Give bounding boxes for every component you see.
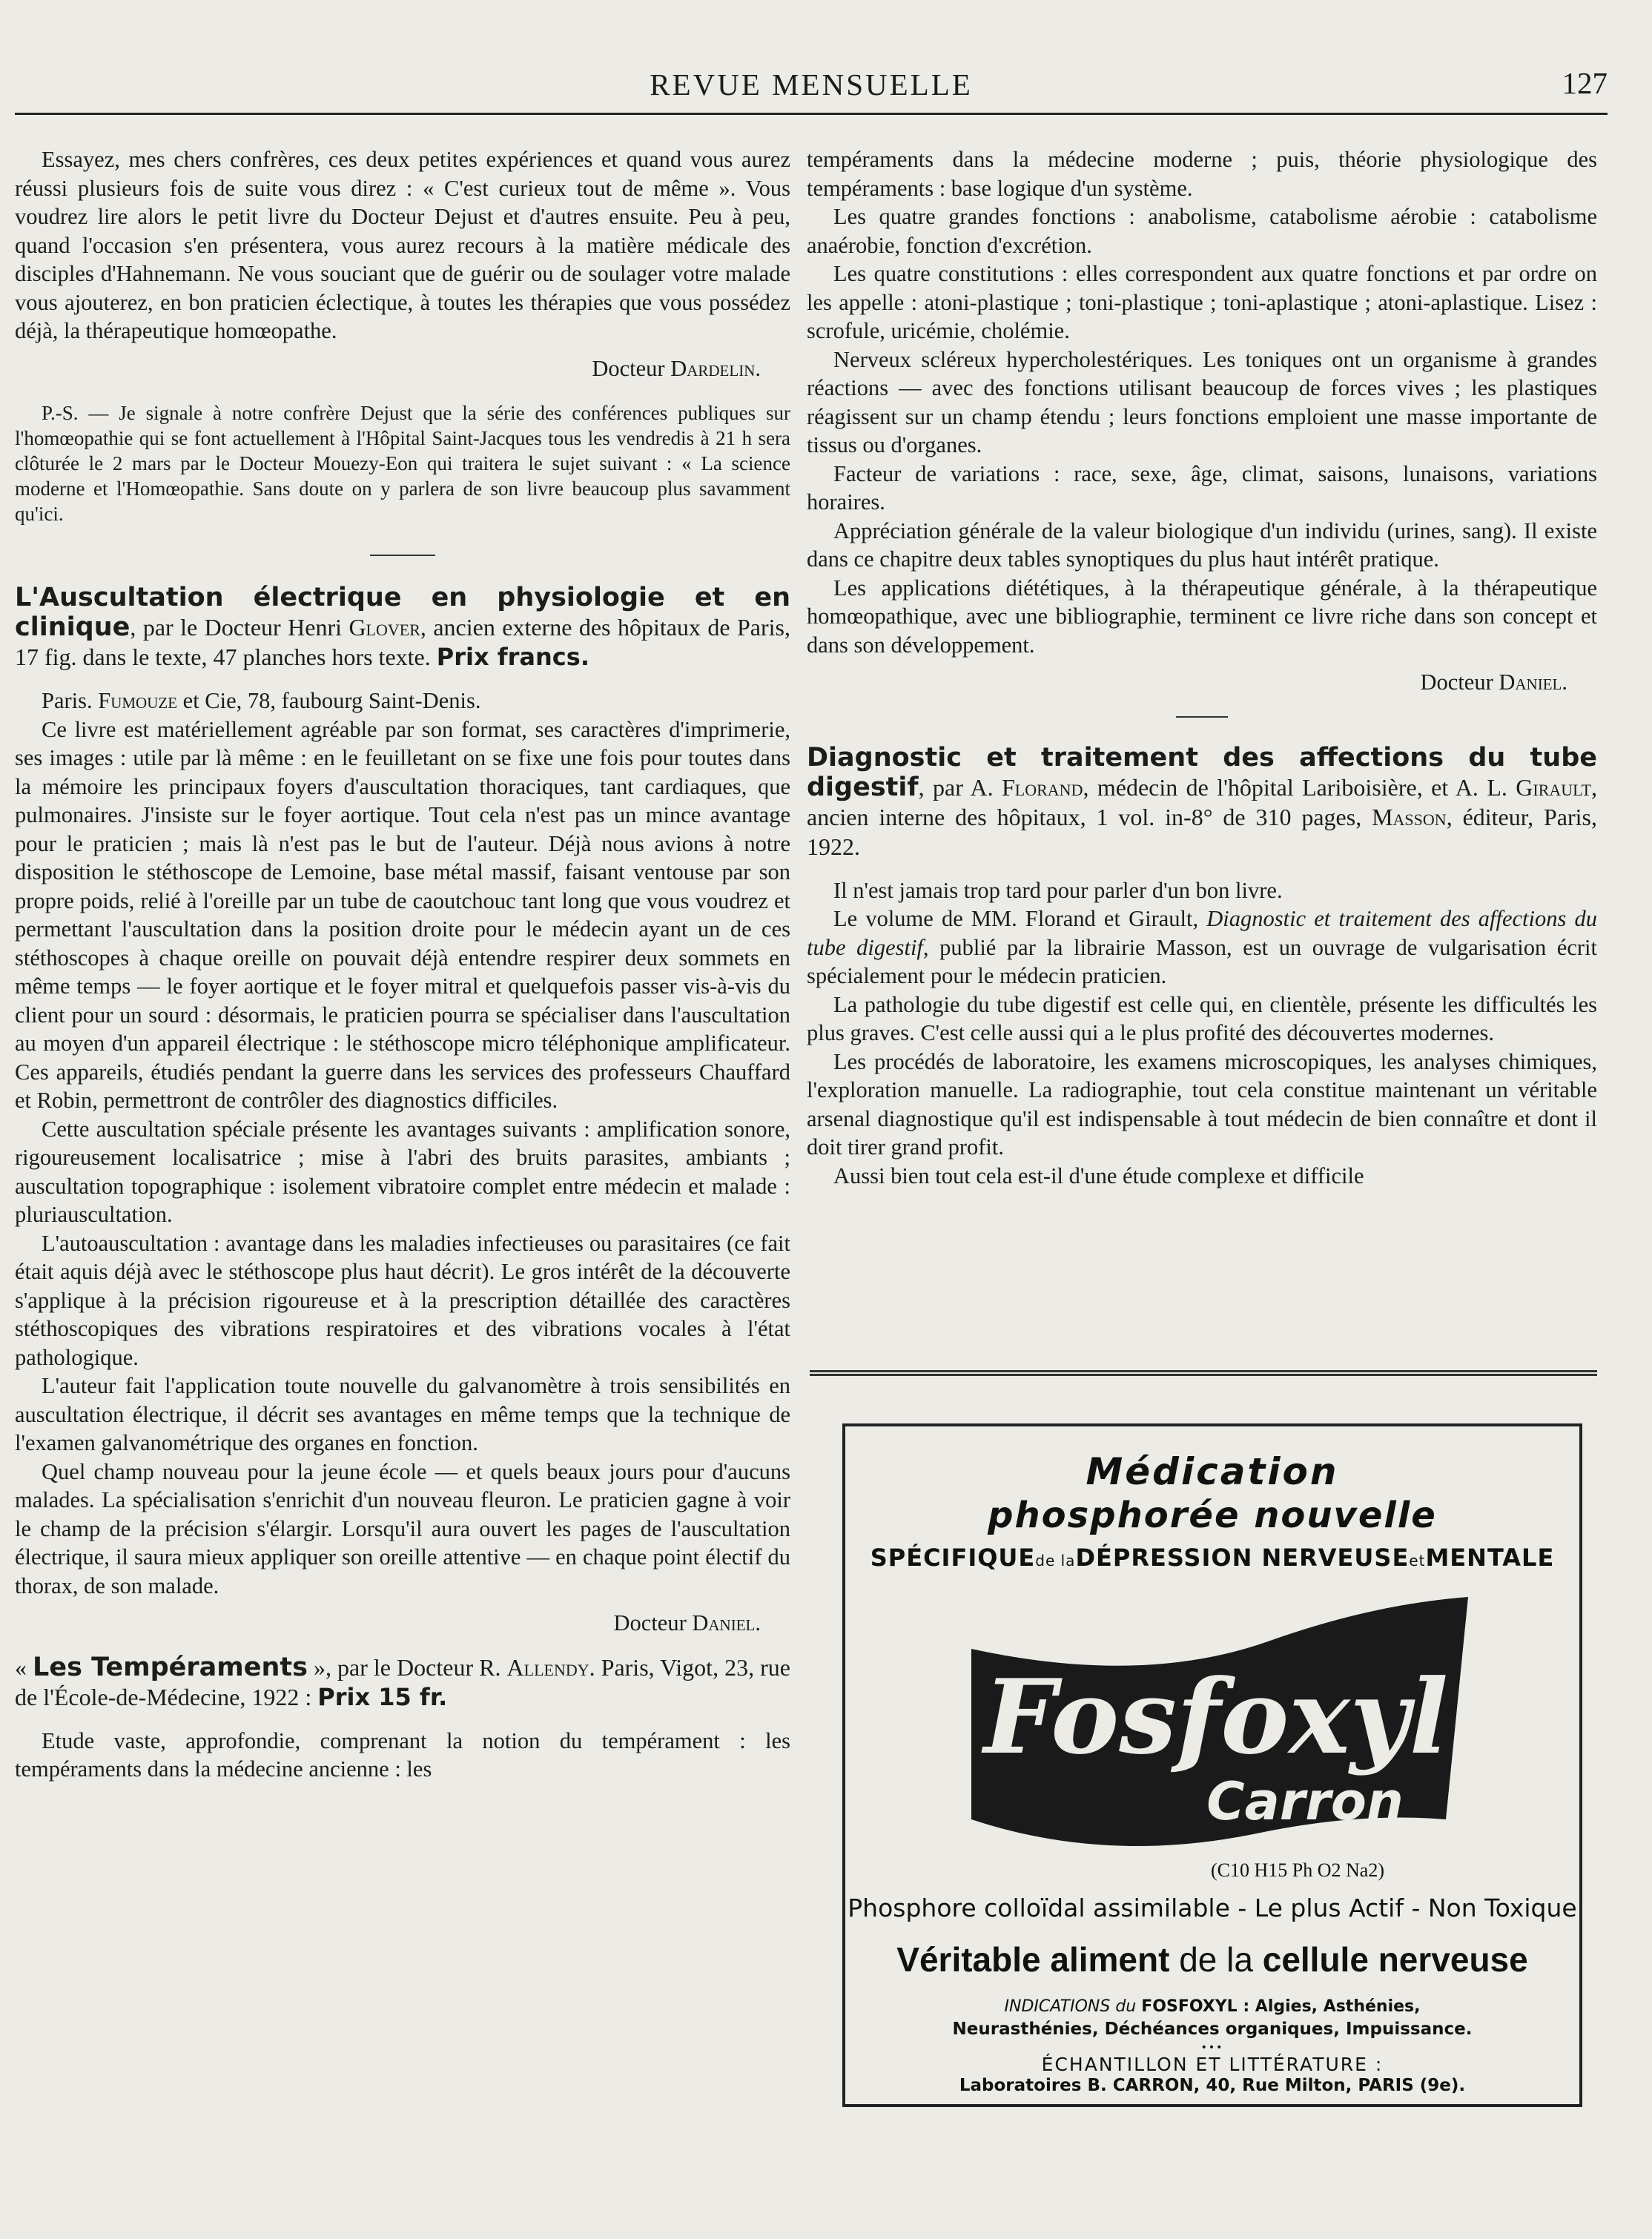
byline-part: , ancien interne des hôpitaux, 1 vol. in-8° de 310 pages,: [807, 773, 1598, 830]
chemical-formula: (C10 H15 Ph O2 Na2): [1211, 1859, 1384, 1881]
price-label: Prix 15 fr.: [317, 1682, 448, 1711]
text-run: de la: [1035, 1552, 1076, 1570]
signature-daniel: [807, 668, 1597, 697]
body-paragraph: Cette auscultation spéciale présente les avantages suivants : amplification sonore, rigoureusement localisatrice ; mise à l'abri des bruits parasites, ambiants ; auscultation topographique : isolement vibratoire complet entre médecin et malade : pluriauscultation.: [15, 1116, 790, 1227]
brand-subname: Carron: [1206, 1771, 1404, 1832]
ad-specific-line: [845, 1544, 1579, 1572]
author-name: Florand: [1002, 773, 1083, 801]
review-heading-temperaments: [15, 1653, 790, 1712]
text-run: DÉPRESSION NERVEUSE: [1075, 1544, 1410, 1572]
signature-prefix: Docteur: [613, 1610, 693, 1636]
advertisement-area: [810, 1370, 1597, 2125]
text-run: FOSFOXYL :: [1141, 1997, 1250, 2016]
ad-claim-line: Phosphore colloïdal assimilable - Le plus Actif - Non Toxique: [848, 1894, 1577, 1922]
signature-prefix: Docteur: [592, 355, 671, 381]
body-paragraph: Les quatre grandes fonctions : anabolisme, catabolisme aérobie : catabolisme anaérobie, fonction d'excrétion.: [807, 204, 1597, 258]
page-header: [15, 61, 1608, 113]
fosfoxyl-brand-banner: [956, 1597, 1476, 1849]
signature-prefix: Docteur: [1420, 669, 1499, 695]
body-paragraph: Aussi bien tout cela est-il d'une étude complexe et difficile: [833, 1163, 1364, 1188]
body-paragraph: Etude vaste, approfondie, comprenant la notion du tempérament : les tempéraments dans la médecine ancienne : les: [15, 1727, 790, 1782]
ad-headline: Médication: [1086, 1450, 1339, 1493]
body-paragraph: Appréciation générale de la valeur biologique d'un individu (urines, sang). Il existe dans ce chapitre deux tables synoptiques du plus haut intérêt pratique.: [807, 517, 1597, 572]
review-heading-auscultation: [15, 583, 790, 672]
publisher-prefix: Paris.: [42, 688, 99, 713]
quote-open: «: [15, 1653, 33, 1681]
text-run: Le volume de MM. Florand et Girault,: [833, 906, 1207, 931]
text-run: MENTALE: [1425, 1544, 1555, 1572]
byline-part: , médecin de l'hôpital Lariboisière, et A. L.: [1083, 773, 1516, 801]
body-paragraph: L'auteur fait l'application toute nouvelle du galvanomètre à trois sensibilités en auscultation électrique, il décrit ses avantages en même temps que la technique de l'examen galvanométrique des organes en fonction.: [15, 1373, 790, 1455]
running-title: REVUE MENSUELLE: [650, 67, 973, 102]
text-run: et: [1409, 1552, 1426, 1570]
section-separator: [370, 555, 435, 556]
text-run: cellule nerveuse: [1262, 1940, 1528, 1979]
body-paragraph: Les applications diététiques, à la thérapeutique générale, à la thérapeutique homœopathique, avec une bibliographie, terminent ce livre riche dans son concept et dans son développement.: [807, 575, 1597, 658]
body-paragraph: Quel champ nouveau pour la jeune école — et quels beaux jours pour d'aucuns malades. La spécialisation s'enrichit d'un nouveau fleuron. Le praticien gagne à voir le champ de la précision s'élargir. Lorsqu'il aura ouvert les pages de l'auscultation électrique, il saura mieux appliquer son oreille attentive — en chaque point électif du thorax, de son malade.: [15, 1458, 790, 1598]
body-paragraph: tempéraments dans la médecine moderne ; puis, théorie physiologique des tempéraments : base logique d'un système.: [807, 147, 1597, 201]
ad-address: Laboratoires B. CARRON, 40, Rue Milton, PARIS (9e).: [959, 2076, 1466, 2095]
body-paragraph: L'autoauscultation : avantage dans les maladies infectieuses ou parasitaires (ce fait était aquis déjà avec le stéthoscope plus haut décrit). Le gros intérêt de la découverte s'applique à la précision rigoureuse et à la prescription détaillée des caractères stéthoscopiques des vibrations respiratoires et des vibrations vocales à l'état pathologique.: [15, 1230, 790, 1370]
publisher-name: Masson: [1372, 803, 1447, 830]
text-run: Algies, Asthénies,: [1249, 1997, 1421, 2016]
ad-indications: [845, 1997, 1579, 2016]
body-paragraph: Nerveux scléreux hypercholestériques. Les toniques ont un organisme à grandes réactions — avec des fonctions utilisant beaucoup de forces vives ; les plastiques réagissent sur un champ étendu ; leurs fonctions emploient une masse importante de tissus ou d'organes.: [807, 346, 1597, 457]
text-run: Véritable aliment: [896, 1940, 1170, 1979]
book-title-italic: Diagnostic et traitement des affections du tube digestif: [807, 906, 1597, 960]
body-paragraph: Les quatre constitutions : elles correspondent aux quatre fonctions et par ordre on les appelle : atoni-plastique ; toni-plastique ; toni-aplastique ; atoni-aplastique. Lisez : scrofule, uricémie, cholémie.: [807, 261, 1597, 343]
body-paragraph: Il n'est jamais trop tard pour parler d'un bon livre.: [833, 877, 1283, 903]
body-paragraph: Les procédés de laboratoire, les examens microscopiques, les analyses chimiques, l'exploration manuelle. La radiographie, tout cela constitue maintenant un véritable arsenal diagnostique qu'il est indispensable à tout médecin de bien connaître et dont il doit tirer grand profit.: [807, 1048, 1597, 1160]
text-run: de la: [1169, 1940, 1263, 1979]
ad-subheadline: phosphorée nouvelle: [988, 1495, 1437, 1536]
left-column: [15, 145, 790, 1784]
price-tail: francs.: [489, 643, 589, 671]
postscript: P.-S. — Je signale à notre confrère Dejust que la série des conférences publiques sur l'homœopathie qui se font actuellement à l'Hôpital Saint-Jacques tous les vendredis à 21 h sera clôturée le 2 mars par le Docteur Mouezy-Eon qui traitera le sujet suivant : « La science moderne et l'Homœopathie. Sans doute on y parlera de son livre beaucoup plus savamment qu'ici.: [15, 402, 790, 525]
byline-part: . Paris, Vigot, 23, rue de l'École-de-Médecine, 1922 :: [15, 1653, 791, 1710]
intro-paragraph: Essayez, mes chers confrères, ces deux petites expériences et quand vous aurez réussi plusieurs fois de suite vous direz : « C'est curieux tout de même ». Vous voudrez lire alors le petit livre du Docteur Dejust et d'autres ensuite. Peu à peu, quand l'occasion s'en présentera, vous aurez recours à la matière médicale des disciples d'Hahnemann. Ne vous souciant que de guérir ou de soulager votre malade vous ajouterez, en bon praticien éclectique, à toutes les thérapies que vous possédez déjà, la thérapeutique homœopathe.: [15, 147, 790, 343]
text-run: SPÉCIFIQUE: [870, 1544, 1036, 1572]
byline-part: , par A.: [918, 773, 1002, 801]
brand-name: Fosfoxyl: [983, 1656, 1449, 1777]
spacer: [807, 861, 1597, 876]
signature-name: Daniel.: [692, 1610, 761, 1636]
signature-name: Daniel.: [1499, 669, 1567, 695]
publisher-line: [15, 687, 790, 715]
signature-dardelin: [15, 354, 790, 383]
byline-part: », par le Docteur R.: [307, 1653, 507, 1681]
price-label: Prix: [436, 643, 489, 671]
review-title: L'Auscultation électrique en physiologie et en clinique: [15, 583, 790, 642]
author-name: Girault: [1516, 773, 1592, 801]
fosfoxyl-advertisement: [842, 1423, 1582, 2107]
publisher-name: Fumouze: [98, 688, 178, 713]
body-paragraph: Ce livre est matériellement agréable par son format, ses caractères d'imprimerie, ses images : utile par là même : en le feuilletant on se fixe une fois pour toutes dans la mémoire les principaux foyers d'auscultation thoraciques, tant cardiaques, que pulmonaires. J'insiste sur le foyer aortique. Tout cela n'est pas un mince avantage pour le praticien ; mais là n'est pas le but de l'auteur. Déjà nous avions à notre disposition le stéthoscope de Lemoine, base métal massif, faisant ventouse par son propre poids, relié à l'oreille par un tube de caoutchouc tant long que vous voudrez et permettant l'auscultation dans la position droite pour le médecin ayant un de ces stéthoscopes à chaque oreille on pouvait déjà entendre respirer deux sommets en même temps — le foyer aortique et le foyer mitral et quelquefois passer vis-à-vis du client pour un sourd : désormais, le praticien pourra se spécialiser dans l'auscultation au moyen d'un appareil électrique : le stéthoscope micro téléphonique amplificateur. Ces appareils, étudiés pendant la guerre dans les services des professeurs Chauffard et Robin, permettront de contrôler des diagnostics difficiles.: [15, 716, 790, 1113]
byline-part: , ancien externe des hôpitaux de Paris, 17 fig. dans le texte, 47 planches hors texte.: [15, 614, 790, 670]
ad-sample-line: ÉCHANTILLON ET LITTÉRATURE :: [1041, 2054, 1384, 2075]
byline-part: , éditeur, Paris, 1922.: [807, 803, 1598, 860]
ad-indications-list: Neurasthénies, Déchéances organiques, Impuissance.: [952, 2020, 1473, 2039]
body-paragraph: [807, 904, 1597, 990]
page-number: 127: [1562, 66, 1608, 100]
review-heading-digestif: [807, 743, 1597, 861]
section-separator: [1176, 716, 1228, 718]
byline-part: , par le Docteur Henri: [130, 614, 349, 641]
ad-slogan: [845, 1939, 1579, 1980]
text-run: INDICATIONS du: [1004, 1997, 1142, 2016]
body-paragraph: La pathologie du tube digestif est celle qui, en clientèle, présente les difficultés les plus graves. C'est celle aussi qui a le plus profité des découvertes modernes.: [807, 991, 1597, 1045]
ad-divider-dots: •••: [1200, 2042, 1224, 2054]
publisher-suffix: et Cie, 78, faubourg Saint-Denis.: [177, 688, 481, 713]
header-rule: [15, 113, 1608, 115]
author-name: Glover: [348, 614, 420, 641]
signature-name: Dardelin.: [670, 355, 761, 381]
right-column: [807, 145, 1597, 1190]
body-paragraph: Facteur de variations : race, sexe, âge, climat, saisons, lunaisons, variations horaires.: [807, 460, 1597, 515]
author-name: Allendy: [506, 1653, 589, 1681]
signature-daniel: [15, 1609, 790, 1638]
review-title: Les Tempéraments: [33, 1652, 308, 1682]
spacer: [15, 1638, 790, 1653]
review-title: Diagnostic et traitement des affections du tube digestif: [807, 742, 1597, 802]
text-run: , publié par la librairie Masson, est un ouvrage de vulgarisation écrit spécialement pour le médecin praticien.: [807, 934, 1597, 988]
